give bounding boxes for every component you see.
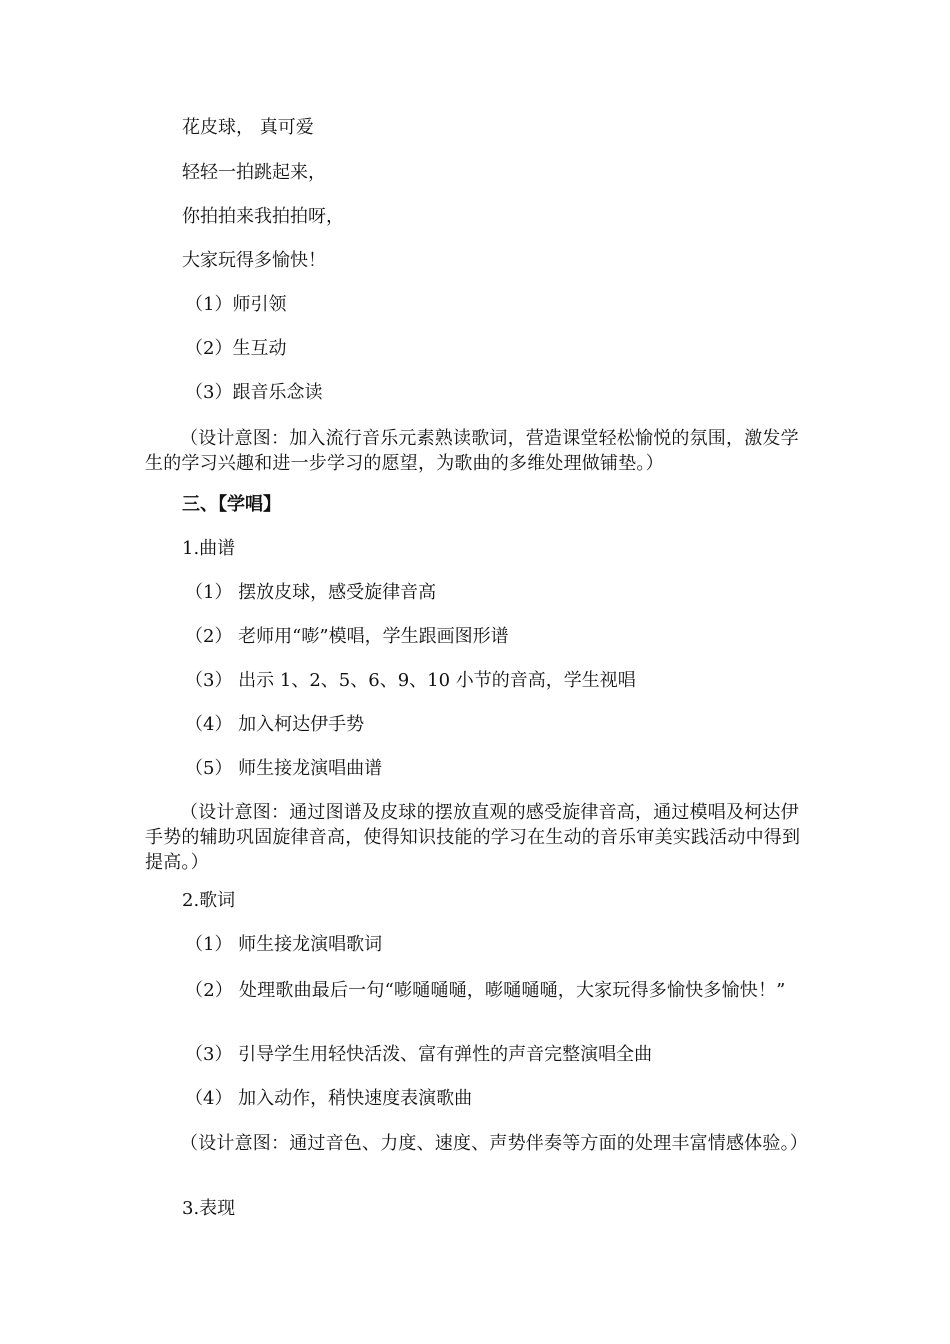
list-item: （3） 出示 1、2、5、6、9、10 小节的音高，学生视唱: [185, 670, 636, 691]
list-item: （3） 引导学生用轻快活泼、富有弹性的声音完整演唱全曲: [185, 1044, 653, 1065]
step-item: （2）生互动: [185, 338, 287, 359]
design-note: （设计意图：通过音色、力度、速度、声势伴奏等方面的处理丰富情感体验。）: [180, 1133, 808, 1154]
design-note: （设计意图：加入流行音乐元素熟读歌词，营造课堂轻松愉悦的氛围，激发学生的学习兴趣和进一步学习的愿望，为歌曲的多维处理做铺垫。）: [145, 428, 799, 474]
lyric-line: 大家玩得多愉快！: [182, 250, 326, 271]
list-item: （5） 师生接龙演唱曲谱: [185, 758, 383, 779]
list-item: （2） 处理歌曲最后一句“嘭嗵嗵嗵，嘭嗵嗵嗵，大家玩得多愉快多愉快！”: [185, 980, 786, 1001]
lyric-line: 花皮球， 真可爱: [182, 117, 314, 138]
list-item: （1） 摆放皮球，感受旋律音高: [185, 582, 437, 603]
subsection-title: 1.曲谱: [182, 538, 236, 559]
list-item: （2） 老师用“嘭”模唱，学生跟画图形谱: [185, 626, 509, 647]
list-item: （1） 师生接龙演唱歌词: [185, 934, 383, 955]
list-item: （4） 加入柯达伊手势: [185, 714, 365, 735]
lyric-line: 你拍拍来我拍拍呀，: [182, 206, 344, 227]
subsection-title: 2.歌词: [182, 890, 236, 911]
list-item: （4） 加入动作，稍快速度表演歌曲: [185, 1088, 473, 1109]
lyric-line: 轻轻一拍跳起来，: [182, 162, 326, 183]
section-heading: 三、【学唱】: [182, 494, 281, 515]
step-item: （1）师引领: [185, 294, 287, 315]
step-item: （3）跟音乐念读: [185, 382, 323, 403]
subsection-title: 3.表现: [182, 1198, 236, 1219]
design-note: （设计意图：通过图谱及皮球的摆放直观的感受旋律音高，通过模唱及柯达伊手势的辅助巩固旋律音高，使得知识技能的学习在生动的音乐审美实践活动中得到提高。）: [145, 802, 801, 873]
